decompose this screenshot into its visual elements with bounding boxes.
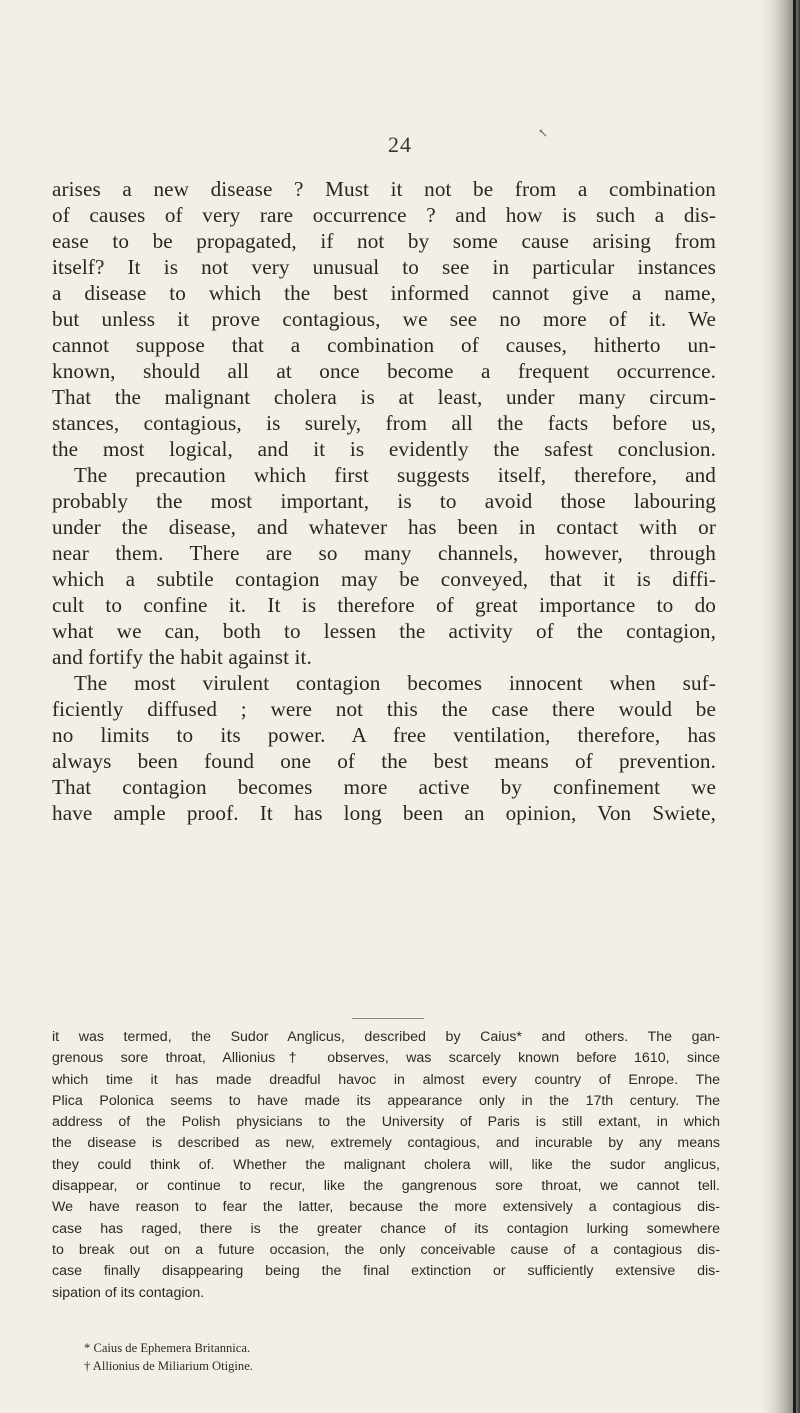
text-line: under the disease, and whatever has been in contact with or: [52, 515, 716, 539]
footnote-line: the disease is described as new, extremely contagious, and incurable by any means: [52, 1135, 720, 1152]
text-line: but unless it prove contagious, we see no more of it. We: [52, 307, 716, 331]
footnote-text: [52, 1027, 720, 1304]
footnote-line: which time it has made dreadful havoc in almost every country of Enrope. The: [52, 1071, 720, 1088]
page-number: 24: [388, 132, 412, 157]
text-line: arises a new disease ? Must it not be from a combination: [52, 177, 716, 201]
text-line: probably the most important, is to avoid those labouring: [52, 489, 716, 513]
corner-mark: ↖: [538, 126, 549, 140]
text-line: cannot suppose that a combination of causes, hitherto un-: [52, 333, 716, 357]
text-line: That the malignant cholera is at least, under many circum-: [52, 385, 716, 409]
footnote-line: they could think of. Whether the malignant cholera will, like the sudor anglicus,: [52, 1156, 720, 1173]
text-line: the most logical, and it is evidently the safest conclusion.: [52, 437, 716, 461]
text-line: a disease to which the best informed cannot give a name,: [52, 281, 716, 305]
text-line: cult to confine it. It is therefore of great importance to do: [52, 593, 716, 617]
footnote-line: grenous sore throat, Allionius† observes, was scarcely known before 1610, since: [52, 1050, 720, 1067]
footnote-line: it was termed, the Sudor Anglicus, described by Caius* and others. The gan-: [52, 1029, 720, 1045]
text-line: no limits to its power. A free ventilation, therefore, has: [52, 723, 716, 747]
footnote-line: address of the Polish physicians to the University of Paris is still extant, in which: [52, 1114, 720, 1131]
references: [84, 1339, 253, 1375]
footnote-line: Plica Polonica seems to have made its appearance only in the 17th century. The: [52, 1092, 720, 1109]
reference-allionius: † Allionius de Miliarium Otigine.: [84, 1359, 253, 1373]
text-line: ease to be propagated, if not by some cause arising from: [52, 229, 716, 253]
text-line: near them. There are so many channels, however, through: [52, 541, 716, 565]
footnote-line: case finally disappearing being the final extinction or sufficiently extensive dis-: [52, 1263, 720, 1280]
text-line: always been found one of the best means of prevention.: [52, 749, 716, 773]
footnote-line: case has raged, there is the greater chance of its contagion lurking somewhere: [52, 1220, 720, 1237]
footnote-line: sipation of its contagion.: [52, 1284, 205, 1301]
text-line: stances, contagious, is surely, from all the facts before us,: [52, 411, 716, 435]
text-line: which a subtile contagion may be conveyed, that it is diffi-: [52, 567, 716, 591]
text-line: The precaution which first suggests itself, therefore, and: [74, 463, 716, 487]
text-line: itself? It is not very unusual to see in particular instances: [52, 255, 716, 279]
text-line: ficiently diffused ; were not this the case there would be: [52, 697, 716, 721]
footnote-divider: [352, 1018, 424, 1019]
footnote-line: We have reason to fear the latter, because the more extensively a contagious dis-: [52, 1199, 720, 1216]
main-text: [52, 176, 716, 826]
text-line: known, should all at once become a frequent occurrence.: [52, 359, 716, 383]
text-line: of causes of very rare occurrence ? and how is such a dis-: [52, 203, 716, 227]
page-edge-shadow: [762, 0, 800, 1413]
footnote-line: to break out on a future occasion, the only conceivable cause of a contagious dis-: [52, 1241, 720, 1258]
footnote-line: disappear, or continue to recur, like the gangrenous sore throat, we cannot tell.: [52, 1178, 720, 1195]
text-line: The most virulent contagion becomes innocent when suf-: [74, 671, 716, 695]
reference-caius: * Caius de Ephemera Britannica.: [84, 1341, 251, 1355]
text-line: That contagion becomes more active by confinement we: [52, 775, 716, 799]
text-line: have ample proof. It has long been an opinion, Von Swiete,: [52, 801, 716, 825]
text-line: and fortify the habit against it.: [52, 645, 312, 669]
text-line: what we can, both to lessen the activity of the contagion,: [52, 619, 716, 643]
